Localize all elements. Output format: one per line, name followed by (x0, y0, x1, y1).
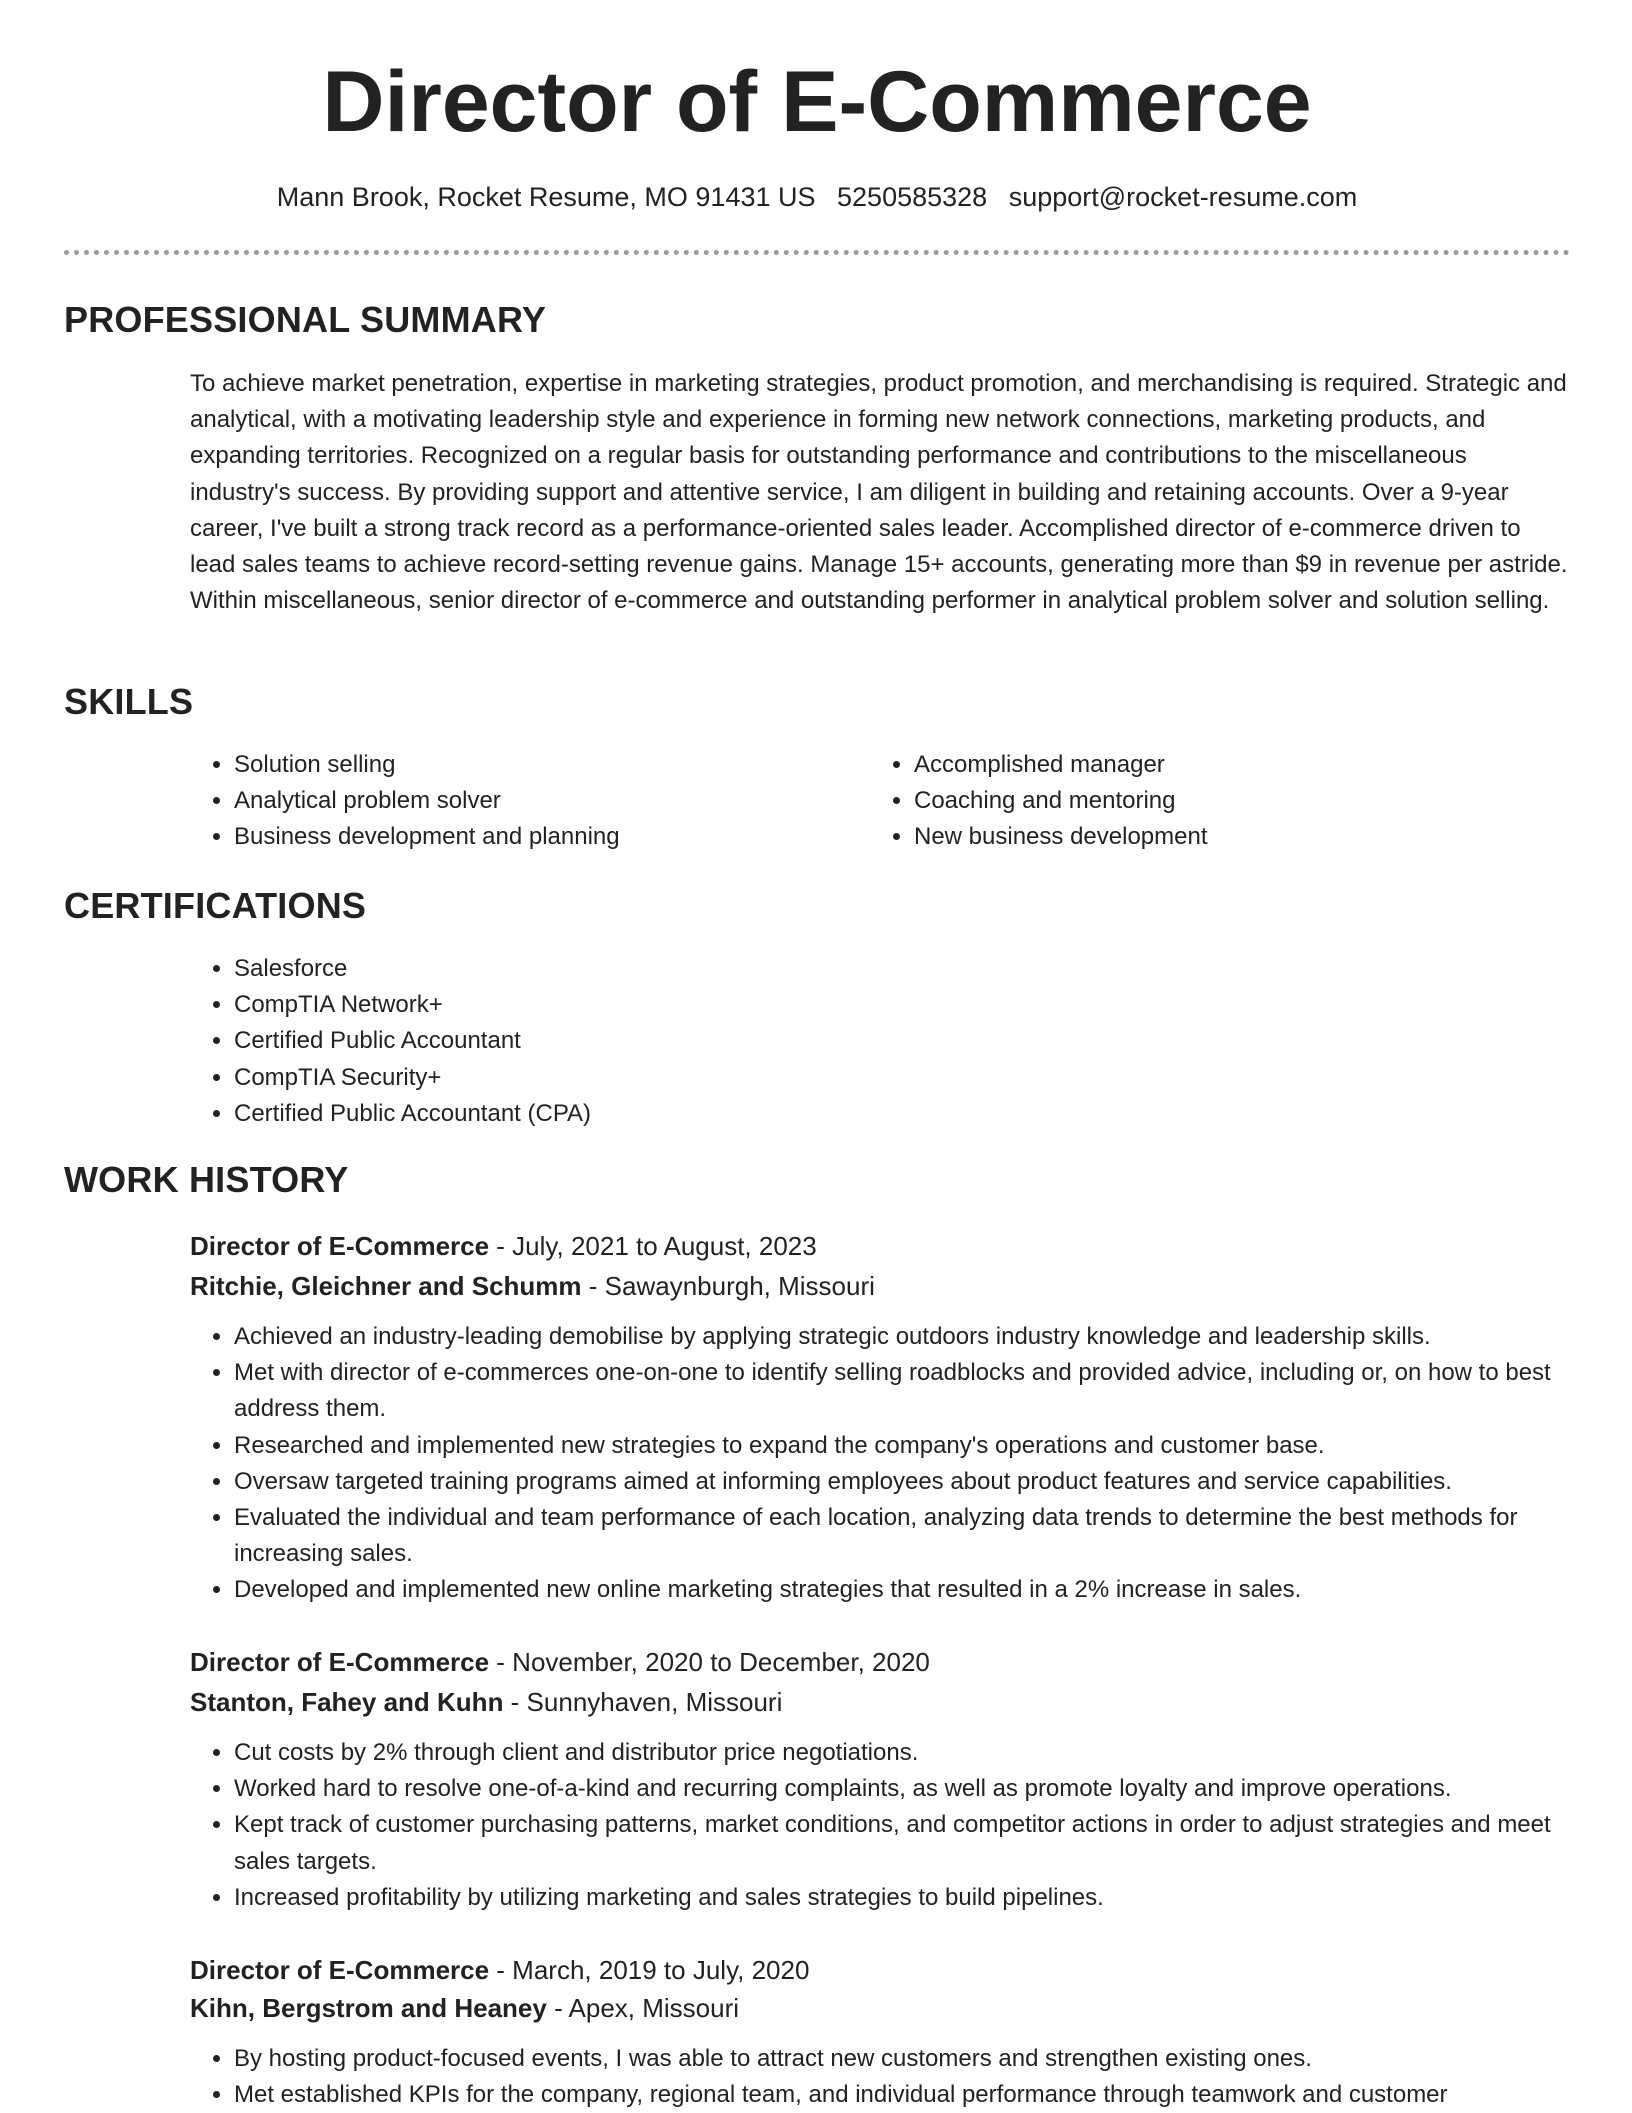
certifications-heading: CERTIFICATIONS (64, 885, 367, 926)
job-bullet: • Achieved an industry-leading demobilise by applying strategic outdoors industry knowledge and leadership skills. (234, 1319, 1574, 1355)
certification-item: • CompTIA Security+ (234, 1060, 1614, 1096)
job-bullet: • Kept track of customer purchasing patterns, market conditions, and competitor actions in order to adjust strategies and meet sales targets. (234, 1807, 1574, 1879)
job-dates: - July, 2021 to August, 2023 (489, 1231, 817, 1261)
skill-item: • Analytical problem solver (234, 783, 874, 819)
resume-title: Director of E-Commerce (322, 54, 1312, 150)
job-bullet: • Evaluated the individual and team performance of each location, analyzing data trends to determine the best methods for increasing sales. (234, 1500, 1574, 1572)
job-bullet: • Cut costs by 2% through client and distributor price negotiations. (234, 1735, 1574, 1771)
job-bullet: • Met with director of e-commerces one-on-one to identify selling roadblocks and provided advice, including or, on how to best address them. (234, 1355, 1574, 1427)
job-bullet: • Researched and implemented new strategies to expand the company's operations and customer base. (234, 1428, 1574, 1464)
summary-text: To achieve market penetration, expertise in marketing strategies, product promotion, and merchandising is required. Strategic and analytical, with a motivating leadership style and experience in forming new network connections, marketing products, and expanding territories. Recognized on a regular basis for outstanding performance and contributions to the miscellaneous industry's success. By providing support and attentive service, I am diligent in building and retaining accounts. Over a 9-year career, I've built a strong track record as a performance-oriented sales leader. Accomplished director of e-commerce driven to lead sales teams to achieve record-setting revenue gains. Manage 15+ accounts, generating more than $9 in revenue per astride. Within miscellaneous, senior director of e-commerce and outstanding performer in analytical problem solver and solution selling. (190, 370, 1568, 615)
job-bullet: • Worked hard to resolve one-of-a-kind and recurring complaints, as well as promote loyalty and improve operations. (234, 1771, 1574, 1807)
job-title: Director of E-Commerce (190, 1231, 490, 1261)
job-dates: - November, 2020 to December, 2020 (489, 1647, 930, 1677)
skills-list-left (190, 747, 874, 856)
contact-email: support@rocket-resume.com (1008, 182, 1358, 212)
skill-item: • Coaching and mentoring (914, 783, 1554, 819)
certification-item: • Salesforce (234, 951, 1614, 987)
certifications-list (190, 951, 1614, 1132)
skill-item: • New business development (914, 819, 1554, 855)
job-company-line (190, 1988, 1572, 2028)
job-title-line (190, 1226, 1572, 1266)
skill-item: • Solution selling (234, 747, 874, 783)
job-title: Director of E-Commerce (190, 1955, 490, 1985)
job-bullet: • By hosting product-focused events, I was able to attract new customers and strengthen existing ones. (234, 2041, 1574, 2077)
job-bullet: • Met established KPIs for the company, regional team, and individual performance through teamwork and customer (234, 2077, 1574, 2113)
certification-item: • Certified Public Accountant (CPA) (234, 1096, 1614, 1132)
skill-item: • Business development and planning (234, 819, 874, 855)
job-company: Kihn, Bergstrom and Heaney (190, 1993, 547, 2023)
certification-item: • Certified Public Accountant (234, 1023, 1614, 1059)
job-bullets (190, 1735, 1574, 1916)
skills-list-right (870, 747, 1554, 856)
job-bullets (190, 2041, 1574, 2113)
skills-heading: SKILLS (64, 681, 194, 722)
certification-item: • CompTIA Network+ (234, 987, 1614, 1023)
job-title-line (190, 1950, 1572, 1990)
work-history-heading: WORK HISTORY (64, 1159, 349, 1200)
job-bullets (190, 1319, 1574, 1609)
contact-address: Mann Brook, Rocket Resume, MO 91431 US (276, 182, 816, 212)
header-divider (64, 250, 1570, 255)
contact-line (64, 180, 1570, 214)
job-bullet: • Oversaw targeted training programs aimed at informing employees about product features and service capabilities. (234, 1464, 1574, 1500)
job-bullet: • Increased profitability by utilizing marketing and sales strategies to build pipelines. (234, 1880, 1574, 1916)
job-location: - Sunnyhaven, Missouri (503, 1687, 783, 1717)
job-company-line (190, 1682, 1572, 1722)
job-title: Director of E-Commerce (190, 1647, 490, 1677)
job-dates: - March, 2019 to July, 2020 (489, 1955, 810, 1985)
job-title-line (190, 1642, 1572, 1682)
summary-heading: PROFESSIONAL SUMMARY (64, 299, 547, 340)
skill-item: • Accomplished manager (914, 747, 1554, 783)
contact-phone: 5250585328 (837, 182, 988, 212)
job-company: Ritchie, Gleichner and Schumm (190, 1271, 582, 1301)
job-location: - Sawaynburgh, Missouri (581, 1271, 875, 1301)
job-company: Stanton, Fahey and Kuhn (190, 1687, 504, 1717)
job-bullet: • Developed and implemented new online marketing strategies that resulted in a 2% increase in sales. (234, 1572, 1574, 1608)
job-location: - Apex, Missouri (546, 1993, 740, 2023)
job-company-line (190, 1266, 1572, 1306)
